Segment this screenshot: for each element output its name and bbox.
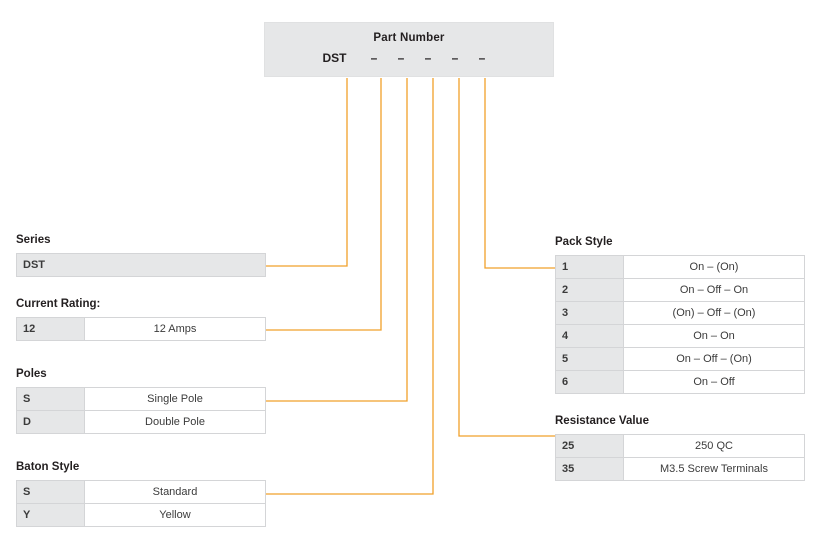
resistance-value-desc-25: 250 QC	[624, 435, 805, 458]
table-row	[556, 458, 805, 481]
pack-style-code-3: 3	[556, 302, 624, 325]
baton-style-desc-y: Yellow	[85, 504, 266, 527]
baton-style-desc-s: Standard	[85, 481, 266, 504]
poles-desc-s: Single Pole	[85, 388, 266, 411]
pack-style-code-1: 1	[556, 256, 624, 279]
part-number-slot-4: –	[451, 51, 459, 65]
table-row	[17, 388, 266, 411]
pack-style-table	[555, 255, 805, 394]
section-current-rating	[16, 298, 266, 341]
table-row	[556, 435, 805, 458]
baton-style-code-y: Y	[17, 504, 85, 527]
section-poles-title: Poles	[16, 368, 47, 380]
table-row	[17, 481, 266, 504]
part-number-code	[265, 51, 553, 65]
poles-table	[16, 387, 266, 434]
table-row	[17, 318, 266, 341]
pack-style-desc-4: On – On	[624, 325, 805, 348]
part-number-title: Part Number	[373, 32, 445, 44]
part-number-slot-5: –	[478, 51, 486, 65]
poles-code-d: D	[17, 411, 85, 434]
part-number-prefix: DST	[322, 51, 347, 65]
section-pack-style-title: Pack Style	[555, 236, 613, 248]
section-series	[16, 234, 266, 277]
section-pack-style	[555, 236, 805, 394]
section-poles	[16, 368, 266, 434]
pack-style-desc-6: On – Off	[624, 371, 805, 394]
baton-style-code-s: S	[17, 481, 85, 504]
section-baton-style-title: Baton Style	[16, 461, 80, 473]
current-rating-code: 12	[17, 318, 85, 341]
section-resistance-value	[555, 415, 805, 481]
current-rating-desc: 12 Amps	[85, 318, 266, 341]
table-row	[17, 411, 266, 434]
series-code: DST	[17, 254, 266, 277]
series-table	[16, 253, 266, 277]
section-series-title: Series	[16, 234, 51, 246]
pack-style-desc-5: On – Off – (On)	[624, 348, 805, 371]
pack-style-code-2: 2	[556, 279, 624, 302]
table-row	[17, 254, 266, 277]
poles-desc-d: Double Pole	[85, 411, 266, 434]
table-row	[556, 371, 805, 394]
pack-style-desc-2: On – Off – On	[624, 279, 805, 302]
table-row	[556, 348, 805, 371]
resistance-value-table	[555, 434, 805, 481]
part-number-box	[264, 22, 554, 77]
pack-style-desc-3: (On) – Off – (On)	[624, 302, 805, 325]
table-row	[556, 325, 805, 348]
table-row	[556, 302, 805, 325]
part-number-slot-3: –	[424, 51, 432, 65]
section-baton-style	[16, 461, 266, 527]
table-row	[556, 279, 805, 302]
poles-code-s: S	[17, 388, 85, 411]
pack-style-code-4: 4	[556, 325, 624, 348]
part-number-slot-1: –	[370, 51, 378, 65]
resistance-value-desc-35: M3.5 Screw Terminals	[624, 458, 805, 481]
pack-style-code-6: 6	[556, 371, 624, 394]
current-rating-table	[16, 317, 266, 341]
table-row	[17, 504, 266, 527]
table-row	[556, 256, 805, 279]
section-resistance-value-title: Resistance Value	[555, 415, 649, 427]
section-current-rating-title: Current Rating:	[16, 298, 101, 310]
resistance-value-code-25: 25	[556, 435, 624, 458]
part-number-slot-2: –	[397, 51, 405, 65]
baton-style-table	[16, 480, 266, 527]
pack-style-desc-1: On – (On)	[624, 256, 805, 279]
pack-style-code-5: 5	[556, 348, 624, 371]
resistance-value-code-35: 35	[556, 458, 624, 481]
